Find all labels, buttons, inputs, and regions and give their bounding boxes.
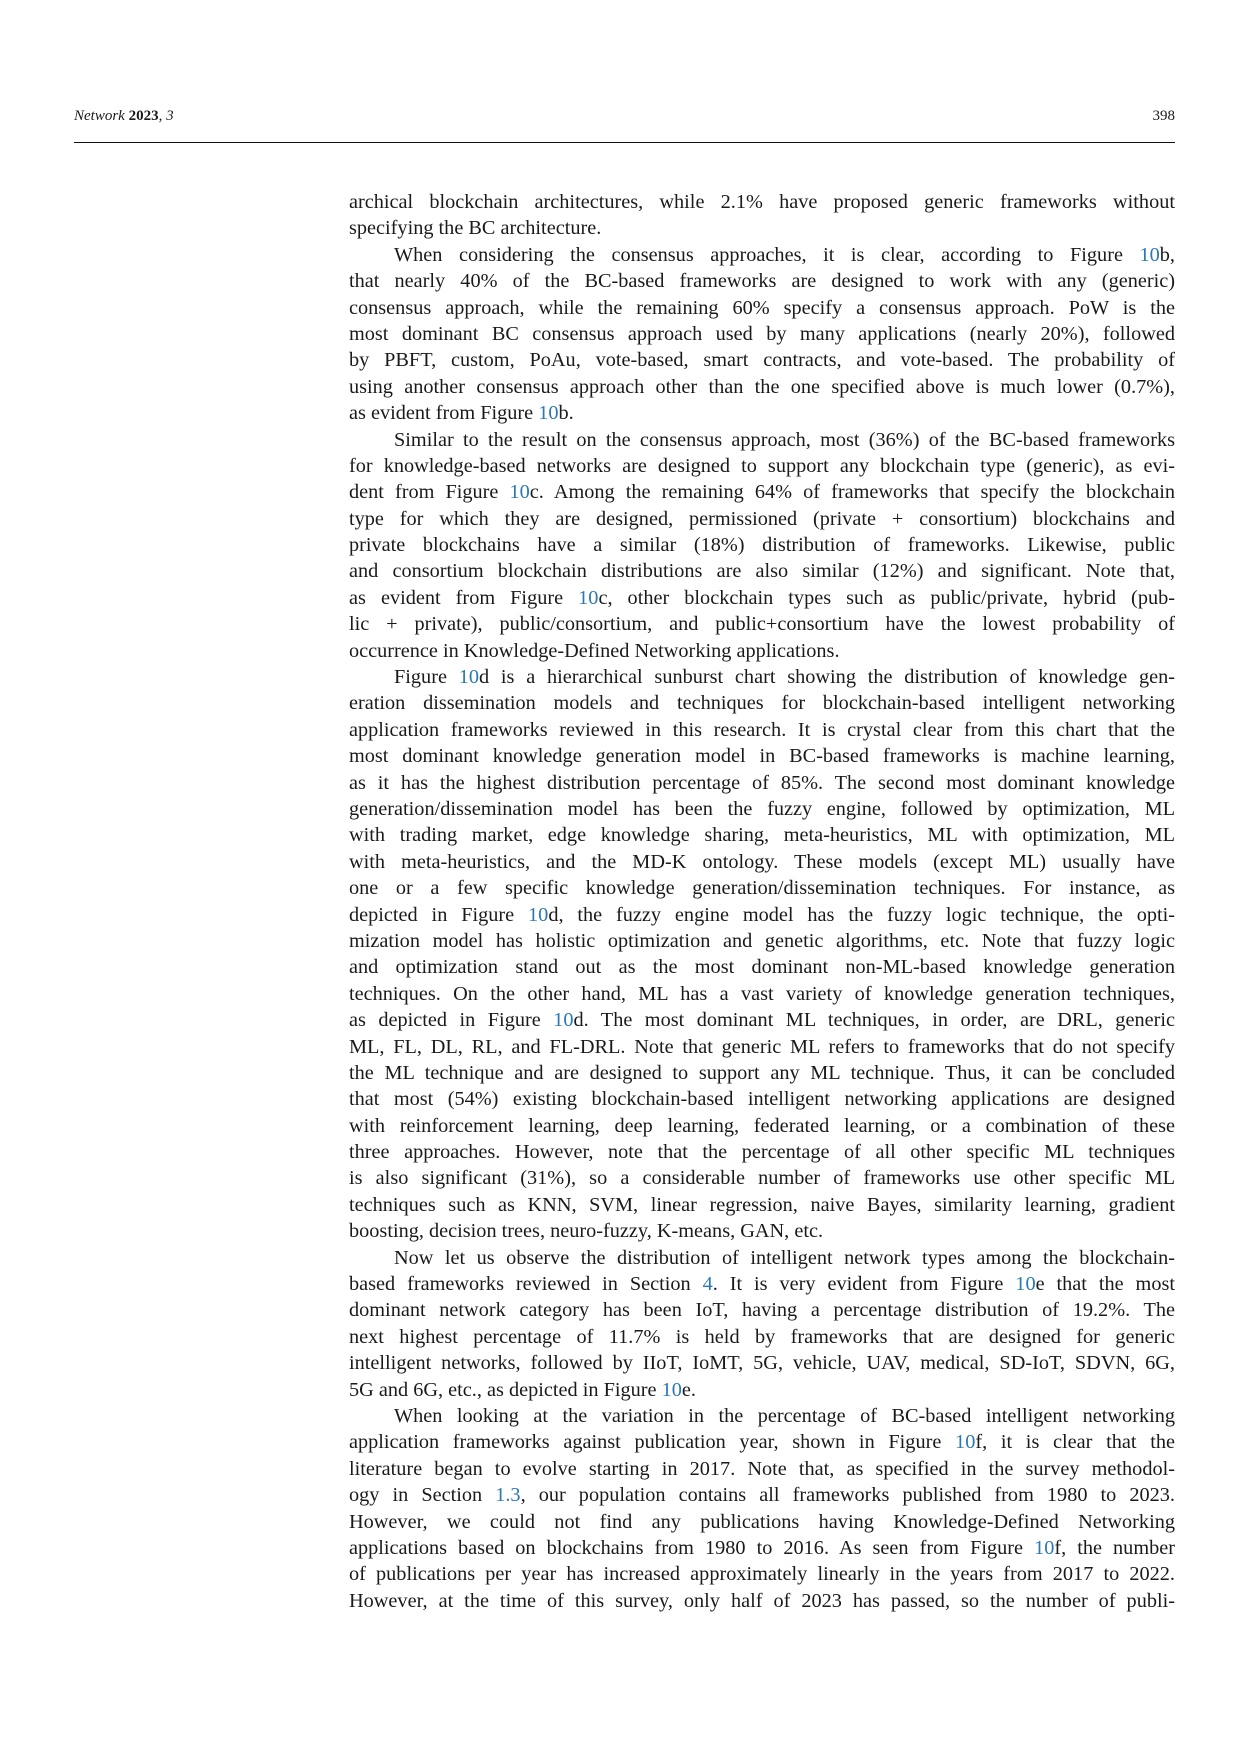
text-line bbox=[349, 1403, 1175, 1429]
text-segment: d. The most dominant ML techniques, in order, are DRL, generic bbox=[573, 1009, 1175, 1032]
text-line bbox=[349, 1060, 1175, 1086]
text-segment: ML, FL, DL, RL, and FL-DRL. Note that generic ML refers to frameworks that do not specify bbox=[349, 1035, 1175, 1058]
paragraph bbox=[349, 242, 1175, 427]
text-line bbox=[349, 215, 1175, 241]
text-segment: with reinforcement learning, deep learning, federated learning, or a combination of these bbox=[349, 1114, 1175, 1137]
text-segment: f, it is clear that the bbox=[975, 1431, 1175, 1454]
text-line bbox=[349, 453, 1175, 479]
text-line bbox=[349, 347, 1175, 373]
text-line bbox=[349, 1218, 1175, 1244]
paragraph bbox=[349, 664, 1175, 1245]
text-segment: generation/dissemination model has been the fuzzy engine, followed by optimization, ML bbox=[349, 797, 1175, 820]
text-segment: b, bbox=[1159, 243, 1175, 266]
text-line bbox=[349, 1324, 1175, 1350]
text-line bbox=[349, 1271, 1175, 1297]
text-line bbox=[349, 1456, 1175, 1482]
text-line bbox=[349, 770, 1175, 796]
text-segment: boosting, decision trees, neuro-fuzzy, K-means, GAN, etc. bbox=[349, 1220, 824, 1243]
text-line bbox=[349, 1007, 1175, 1033]
text-segment: private blockchains have a similar (18%) distribution of frameworks. Likewise, public bbox=[349, 534, 1175, 557]
text-segment: . It is very evident from Figure bbox=[712, 1273, 1016, 1296]
text-line bbox=[349, 189, 1175, 215]
text-line bbox=[349, 743, 1175, 769]
text-segment: one or a few specific knowledge generation/dissemination techniques. For instance, as bbox=[349, 877, 1175, 900]
text-segment: However, we could not find any publications having Knowledge-Defined Networking bbox=[349, 1510, 1175, 1533]
text-segment: techniques. On the other hand, ML has a vast variety of knowledge generation techniques, bbox=[349, 982, 1175, 1005]
cross-reference-link[interactable]: 4 bbox=[702, 1273, 713, 1296]
paragraph bbox=[349, 189, 1175, 242]
text-line bbox=[349, 295, 1175, 321]
text-line bbox=[349, 849, 1175, 875]
text-segment: that most (54%) existing blockchain-based intelligent networking applications are designed bbox=[349, 1088, 1175, 1111]
text-segment: dominant network category has been IoT, having a percentage distribution of 19.2%. The bbox=[349, 1299, 1175, 1322]
text-segment: techniques such as KNN, SVM, linear regression, naive Bayes, similarity learning, gradient bbox=[349, 1193, 1175, 1216]
text-line bbox=[349, 902, 1175, 928]
text-segment: and consortium blockchain distributions are also similar (12%) and significant. Note that, bbox=[349, 560, 1175, 583]
text-line bbox=[349, 690, 1175, 716]
text-segment: occurrence in Knowledge-Defined Networking applications. bbox=[349, 639, 840, 662]
text-segment: d, the fuzzy engine model has the fuzzy logic technique, the opti- bbox=[548, 903, 1176, 926]
text-line bbox=[349, 242, 1175, 268]
text-line bbox=[349, 1113, 1175, 1139]
text-segment: Similar to the result on the consensus approach, most (36%) of the BC-based frameworks bbox=[394, 428, 1175, 451]
text-line bbox=[349, 1509, 1175, 1535]
text-segment: depicted in Figure bbox=[349, 903, 529, 926]
text-line bbox=[349, 611, 1175, 637]
text-segment: as it has the highest distribution percentage of 85%. The second most dominant knowledge bbox=[349, 771, 1175, 794]
text-line bbox=[349, 558, 1175, 584]
text-segment: eration dissemination models and techniques for blockchain-based intelligent networking bbox=[349, 692, 1175, 715]
text-segment: using another consensus approach other than the one specified above is much lower (0.7%), bbox=[349, 375, 1175, 398]
text-segment: as depicted in Figure bbox=[349, 1009, 554, 1032]
text-line bbox=[349, 928, 1175, 954]
text-segment: applications based on blockchains from 1980 to 2016. As seen from Figure bbox=[349, 1536, 1035, 1559]
text-line bbox=[349, 1561, 1175, 1587]
text-segment: However, at the time of this survey, only half of 2023 has passed, so the number of publi- bbox=[349, 1589, 1175, 1612]
text-segment: When considering the consensus approaches, it is clear, according to Figure bbox=[394, 243, 1140, 266]
text-line bbox=[349, 506, 1175, 532]
text-segment: three approaches. However, note that the percentage of all other specific ML techniques bbox=[349, 1141, 1175, 1164]
cross-reference-link[interactable]: 10 bbox=[528, 903, 549, 926]
paragraph bbox=[349, 1245, 1175, 1403]
text-line bbox=[349, 1034, 1175, 1060]
text-line bbox=[349, 374, 1175, 400]
text-segment: c, other blockchain types such as public/private, hybrid (pub- bbox=[598, 586, 1175, 609]
text-segment: consensus approach, while the remaining 60% specify a consensus approach. PoW is the bbox=[349, 296, 1175, 319]
text-segment: intelligent networks, followed by IIoT, IoMT, 5G, vehicle, UAV, medical, SD-IoT, SDVN, 6G, bbox=[349, 1352, 1175, 1375]
text-segment: by PBFT, custom, PoAu, vote-based, smart contracts, and vote-based. The probability of bbox=[349, 349, 1175, 372]
text-line bbox=[349, 479, 1175, 505]
cross-reference-link[interactable]: 10 bbox=[955, 1431, 976, 1454]
text-segment: with trading market, edge knowledge sharing, meta-heuristics, ML with optimization, ML bbox=[349, 824, 1175, 847]
cross-reference-link[interactable]: 10 bbox=[578, 586, 599, 609]
text-line bbox=[349, 400, 1175, 426]
text-segment: Now let us observe the distribution of intelligent network types among the blockchain- bbox=[394, 1246, 1175, 1269]
text-line bbox=[349, 585, 1175, 611]
text-segment: b. bbox=[558, 402, 574, 425]
text-line bbox=[349, 1086, 1175, 1112]
text-line bbox=[349, 717, 1175, 743]
text-segment: archical blockchain architectures, while 2.1% have proposed generic frameworks without bbox=[349, 191, 1175, 213]
cross-reference-link[interactable]: 10 bbox=[538, 402, 559, 425]
text-segment: based frameworks reviewed in Section bbox=[349, 1273, 703, 1296]
cross-reference-link[interactable]: 10 bbox=[509, 481, 530, 504]
text-segment: with meta-heuristics, and the MD-K ontology. These models (except ML) usually have bbox=[349, 850, 1175, 873]
text-segment: most dominant knowledge generation model in BC-based frameworks is machine learning, bbox=[349, 745, 1175, 768]
text-segment: is also significant (31%), so a considerable number of frameworks use other specific ML bbox=[349, 1167, 1175, 1190]
text-line bbox=[349, 1350, 1175, 1376]
text-segment: type for which they are designed, permissioned (private + consortium) blockchains and bbox=[349, 507, 1175, 530]
cross-reference-link[interactable]: 10 bbox=[553, 1009, 574, 1032]
text-segment: c. Among the remaining 64% of frameworks that specify the blockchain bbox=[529, 481, 1175, 504]
text-segment: that nearly 40% of the BC-based frameworks are designed to work with any (generic) bbox=[349, 270, 1175, 293]
text-line bbox=[349, 1165, 1175, 1191]
text-segment: specifying the BC architecture. bbox=[349, 217, 602, 240]
text-line bbox=[349, 954, 1175, 980]
cross-reference-link[interactable]: 10 bbox=[661, 1378, 682, 1401]
text-line bbox=[349, 981, 1175, 1007]
text-segment: the ML technique and are designed to support any ML technique. Thus, it can be concluded bbox=[349, 1061, 1175, 1084]
text-segment: as evident from Figure bbox=[349, 586, 579, 609]
text-line bbox=[349, 321, 1175, 347]
journal-year: 2023 bbox=[128, 108, 159, 124]
cross-reference-link[interactable]: 10 bbox=[1139, 243, 1160, 266]
cross-reference-link[interactable]: 10 bbox=[1015, 1273, 1036, 1296]
text-segment: lic + private), public/consortium, and public+consortium have the lowest probability of bbox=[349, 613, 1175, 636]
text-line bbox=[349, 796, 1175, 822]
text-segment: When looking at the variation in the percentage of BC-based intelligent networking bbox=[394, 1404, 1175, 1427]
text-segment: mization model has holistic optimization and genetic algorithms, etc. Note that fuzzy logic bbox=[349, 929, 1175, 952]
text-segment: literature began to evolve starting in 2017. Note that, as specified in the survey methodol- bbox=[349, 1457, 1175, 1480]
text-segment: application frameworks against publication year, shown in Figure bbox=[349, 1431, 956, 1454]
text-line bbox=[349, 268, 1175, 294]
paragraph bbox=[349, 427, 1175, 665]
text-segment: next highest percentage of 11.7% is held by frameworks that are designed for generic bbox=[349, 1325, 1175, 1348]
text-line bbox=[349, 1297, 1175, 1323]
text-line bbox=[349, 1535, 1175, 1561]
body-text bbox=[349, 189, 1175, 1614]
text-line bbox=[349, 1245, 1175, 1271]
text-line bbox=[349, 532, 1175, 558]
text-line bbox=[349, 1192, 1175, 1218]
text-segment: dent from Figure bbox=[349, 481, 510, 504]
text-line bbox=[349, 822, 1175, 848]
text-segment: , our population contains all frameworks published from 1980 to 2023. bbox=[520, 1484, 1175, 1507]
cross-reference-link[interactable]: 10 bbox=[458, 666, 479, 689]
text-segment: f, the number bbox=[1054, 1536, 1175, 1559]
text-line bbox=[349, 664, 1175, 690]
text-segment: of publications per year has increased approximately linearly in the years from 2017 to 2022. bbox=[349, 1563, 1175, 1586]
cross-reference-link[interactable]: 1.3 bbox=[495, 1484, 521, 1507]
text-line bbox=[349, 427, 1175, 453]
page-number: 398 bbox=[1152, 108, 1175, 124]
header-rule bbox=[74, 142, 1175, 143]
cross-reference-link[interactable]: 10 bbox=[1034, 1536, 1055, 1559]
text-segment: and optimization stand out as the most dominant non-ML-based knowledge generation bbox=[349, 956, 1175, 979]
journal-name: Network bbox=[74, 108, 125, 124]
text-segment: as evident from Figure bbox=[349, 402, 539, 425]
text-line bbox=[349, 1429, 1175, 1455]
text-line bbox=[349, 1482, 1175, 1508]
paragraph bbox=[349, 1403, 1175, 1614]
text-segment: 5G and 6G, etc., as depicted in Figure bbox=[349, 1378, 662, 1401]
running-header bbox=[74, 108, 1175, 130]
text-line bbox=[349, 1588, 1175, 1614]
text-segment: e that the most bbox=[1035, 1273, 1175, 1296]
text-segment: most dominant BC consensus approach used by many applications (nearly 20%), followed bbox=[349, 322, 1175, 345]
text-segment: for knowledge-based networks are designed to support any blockchain type (generic), as evi- bbox=[349, 454, 1175, 477]
text-segment: d is a hierarchical sunburst chart showing the distribution of knowledge gen- bbox=[479, 666, 1175, 689]
text-segment: e. bbox=[681, 1378, 696, 1401]
text-line bbox=[349, 1139, 1175, 1165]
text-line bbox=[349, 1377, 1175, 1403]
journal-citation bbox=[74, 108, 174, 125]
journal-volume: , 3 bbox=[158, 108, 174, 124]
text-segment: application frameworks reviewed in this research. It is crystal clear from this chart that the bbox=[349, 718, 1175, 741]
text-segment: Figure bbox=[394, 666, 459, 689]
text-line bbox=[349, 638, 1175, 664]
text-segment: ogy in Section bbox=[349, 1484, 496, 1507]
text-line bbox=[349, 875, 1175, 901]
